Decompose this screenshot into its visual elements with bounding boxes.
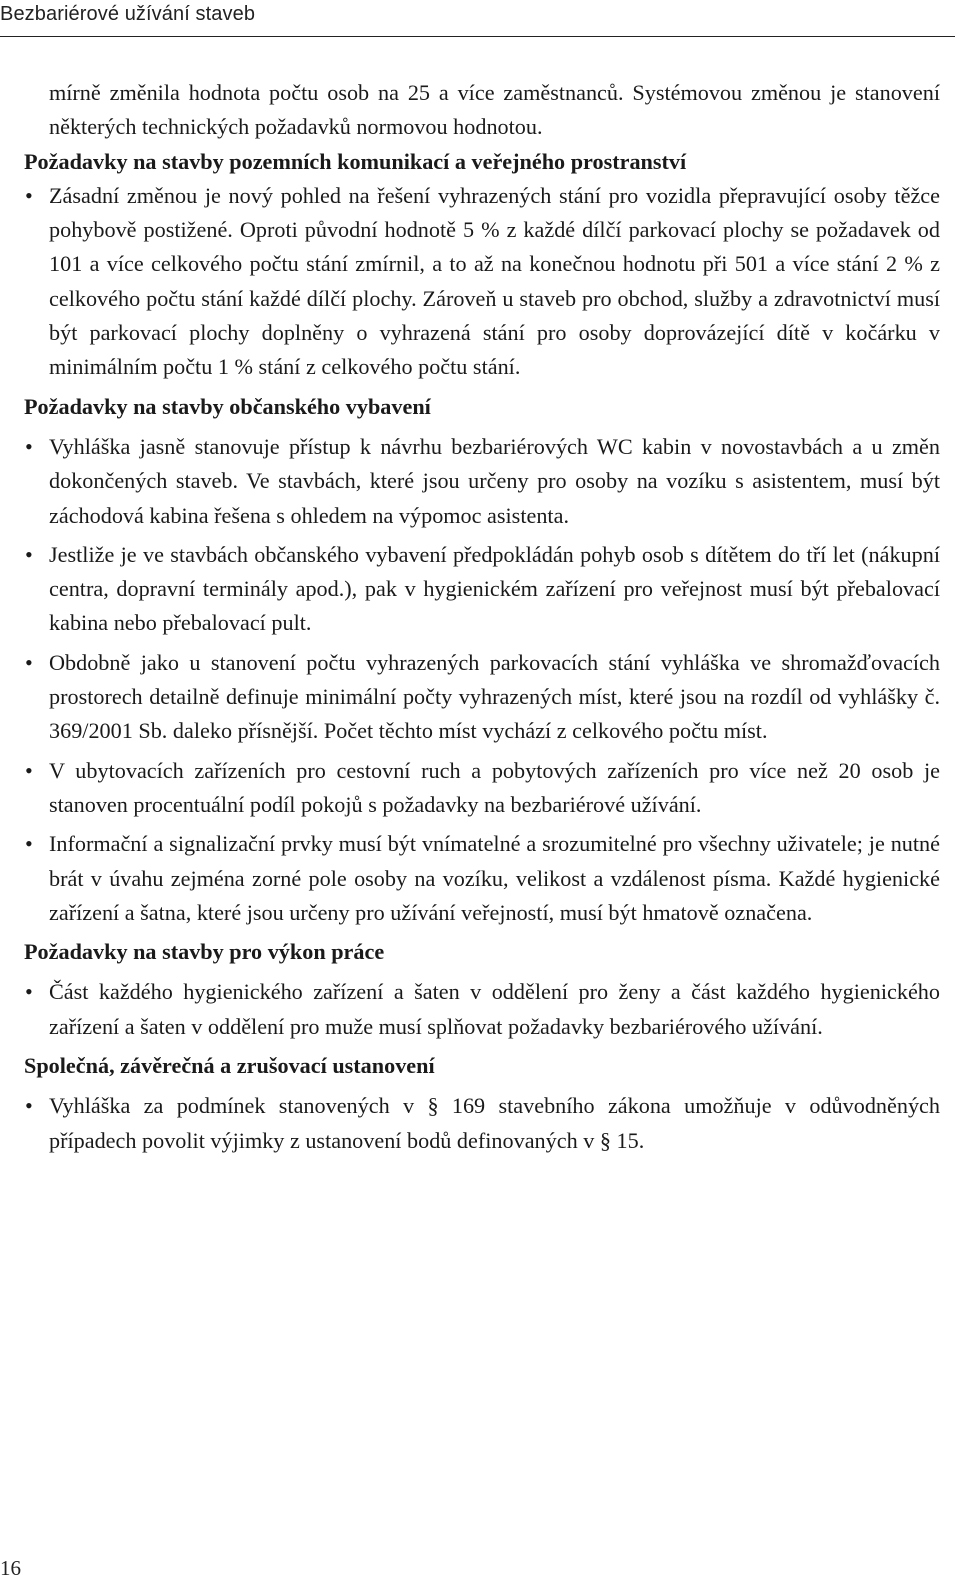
- page-content: [24, 76, 940, 1163]
- running-header-title: Bezbariérové užívání staveb: [0, 3, 256, 25]
- section-list-civic: [24, 430, 940, 930]
- bullet-icon: •: [25, 433, 33, 459]
- section-list-final: [24, 1089, 940, 1158]
- list-item-text: Vyhláška za podmínek stanovených v § 169 stavebního zákona umožňuje v odůvodněných případech povolit výjimky z ustanovení bodů definovaných v § 15.: [49, 1093, 940, 1153]
- list-item: [24, 975, 940, 1044]
- list-item: [24, 538, 940, 641]
- list-item-text: Informační a signalizační prvky musí být vnímatelné a srozumitelné pro všechny uživatele; je nutné brát v úvahu zejména zorné pole osoby na vozíku, velikost a vzdálenost písma. Každé hygienické zařízení a šatna, které jsou určeny pro užívání veřejností, musí být hmatově označena.: [49, 831, 940, 925]
- list-item-text: Obdobně jako u stanovení počtu vyhrazených parkovacích stání vyhláška ve shromažďovacích prostorech detailně definuje minimální počty vyhrazených míst, které jsou na rozdíl od vyhlášky č. 369/2001 Sb. daleko přísnější. Počet těchto míst vychází z celkového počtu míst.: [49, 649, 940, 744]
- list-item: [24, 179, 940, 385]
- list-item-text: Část každého hygienického zařízení a šaten v oddělení pro ženy a část každého hygienického zařízení a šaten v oddělení pro muže musí splňovat požadavky bezbariérového užívání.: [49, 979, 940, 1039]
- section-heading-civic: Požadavky na stavby občanského vybavení: [24, 393, 431, 419]
- list-item: [24, 754, 940, 823]
- running-header: [0, 0, 955, 37]
- list-item-text: Vyhláška jasně stanovuje přístup k návrhu bezbariérových WC kabin v novostavbách a u změn dokončených staveb. Ve stavbách, které jsou určeny pro osoby na vozíku s asistentem, musí být záchodová kabina řešena s ohledem na výpomoc asistenta.: [49, 433, 940, 528]
- bullet-icon: •: [25, 541, 33, 567]
- bullet-icon: •: [25, 831, 33, 857]
- section-heading-work: Požadavky na stavby pro výkon práce: [24, 939, 385, 965]
- list-item-text: Jestliže je ve stavbách občanského vybavení předpokládán pohyb osob s dítětem do tří let (nákupní centra, dopravní terminály apod.), pak v hygienickém zařízení pro veřejnost musí být přebalovací kabina nebo přebalovací pult.: [49, 541, 940, 636]
- list-item: [24, 430, 940, 533]
- list-item: [24, 1089, 940, 1158]
- bullet-icon: •: [25, 1093, 33, 1119]
- bullet-icon: •: [25, 757, 33, 783]
- page-number: 16: [0, 1556, 21, 1580]
- section-list-roads: [24, 179, 940, 385]
- section-heading-final: Společná, závěrečná a zrušovací ustanovení: [24, 1053, 435, 1079]
- bullet-icon: •: [25, 182, 33, 208]
- bullet-icon: •: [25, 649, 33, 675]
- bullet-icon: •: [25, 979, 33, 1005]
- list-item-text: Zásadní změnou je nový pohled na řešení vyhrazených stání pro vozidla přepravující osoby těžce pohybově postižené. Oproti původní hodnotě 5 % z každé dílčí parkovací plochy se požadavek od 101 a více celkového počtu stání zmírnil, a to až na konečnou hodnotu při 501 a více stání 2 % z celkového počtu stání každé dílčí plochy. Zároveň u staveb pro obchod, služby a zdravotnictví musí být parkovací plochy doplněny o vyhrazená stání pro osoby doprovázející dítě v kočárku v minimálním počtu 1 % stání z celkového počtu stání.: [49, 182, 940, 380]
- section-heading-roads: Požadavky na stavby pozemních komunikací a veřejného prostranství: [24, 148, 687, 174]
- list-item-text: V ubytovacích zařízeních pro cestovní ruch a pobytových zařízeních pro více než 20 osob je stanoven procentuální podíl pokojů s požadavky na bezbariérové užívání.: [49, 757, 940, 817]
- list-item: [24, 827, 940, 930]
- section-list-work: [24, 975, 940, 1044]
- intro-paragraph: mírně změnila hodnota počtu osob na 25 a více zaměstnanců. Systémovou změnou je stanovení některých technických požadavků normovou hodnotou.: [49, 80, 940, 140]
- list-item: [24, 646, 940, 749]
